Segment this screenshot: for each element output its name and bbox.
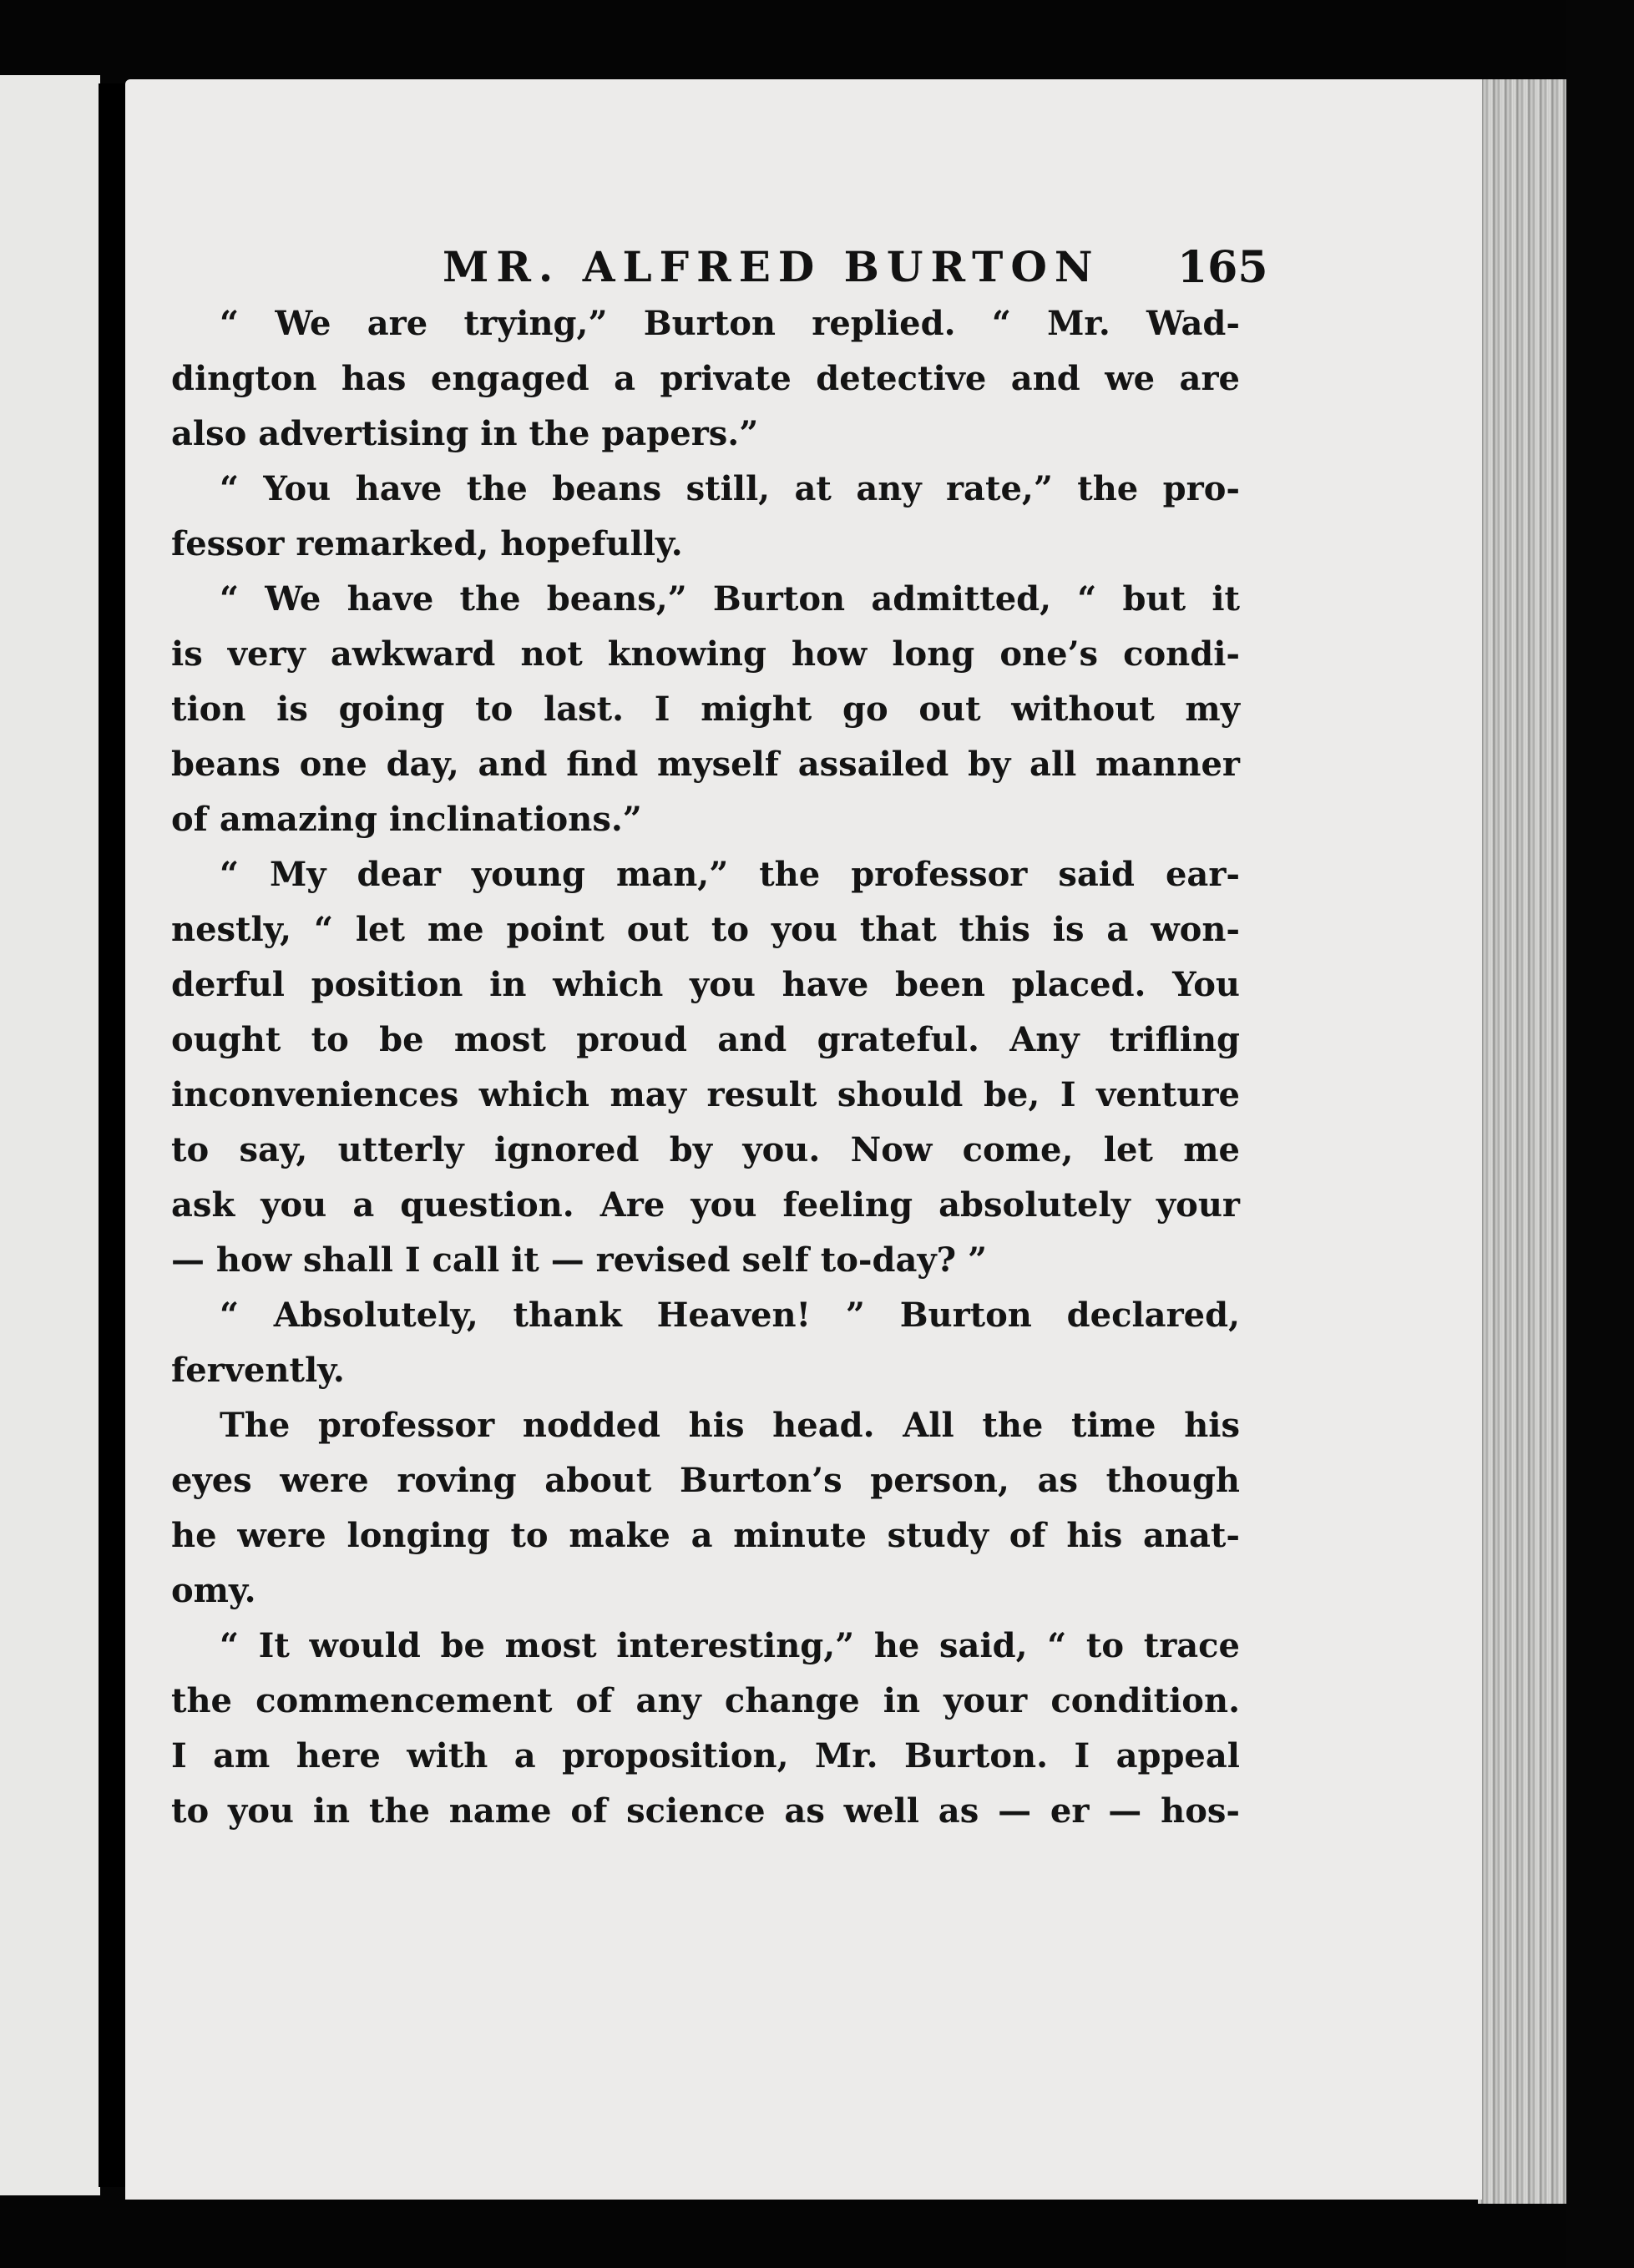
scan-border (1566, 0, 1634, 2268)
text-line: “ We are trying,” Burton replied. “ Mr. Wad- (220, 304, 1240, 343)
text-line: of amazing inclinations.” (171, 800, 642, 839)
text-line: tion is going to last. I might go out without my (171, 689, 1240, 729)
page-block-edges (1478, 79, 1570, 2204)
text-line: “ My dear young man,” the professor said ear- (220, 855, 1240, 894)
text-line: ought to be most proud and grateful. Any trifling (171, 1020, 1240, 1059)
text-line: he were longing to make a minute study of his anat- (171, 1516, 1240, 1555)
text-line: fessor remarked, hopefully. (171, 524, 683, 563)
text-line: “ It would be most interesting,” he said, “ to trace (220, 1626, 1240, 1665)
text-line: “ You have the beans still, at any rate,” the pro- (220, 469, 1240, 508)
facing-page-edge (0, 75, 100, 2195)
running-title: MR. ALFRED BURTON (443, 242, 1100, 291)
text-line: nestly, “ let me point out to you that this is a won- (171, 910, 1240, 949)
text-line: derful position in which you have been placed. You (171, 965, 1240, 1004)
text-line: eyes were roving about Burton’s person, as though (171, 1461, 1240, 1500)
text-line: The professor nodded his head. All the time his (220, 1406, 1240, 1445)
body-text (171, 296, 1240, 1839)
text-line: to say, utterly ignored by you. Now come, let me (171, 1130, 1240, 1169)
text-line: “ Absolutely, thank Heaven! ” Burton declared, (220, 1296, 1240, 1335)
text-line: also advertising in the papers.” (171, 414, 759, 453)
text-line: inconveniences which may result should be, I venture (171, 1075, 1240, 1114)
text-line: to you in the name of science as well as — er — hos- (171, 1791, 1240, 1831)
gutter-shadow (99, 83, 129, 2187)
text-line: the commencement of any change in your condition. (171, 1681, 1240, 1720)
text-line: fervently. (171, 1351, 345, 1390)
text-line: ask you a question. Are you feeling absolutely your (171, 1185, 1240, 1225)
text-line: beans one day, and find myself assailed by all manner (171, 745, 1240, 784)
text-line: “ We have the beans,” Burton admitted, “ but it (220, 579, 1240, 619)
page-number: 165 (1177, 242, 1268, 293)
text-line: dington has engaged a private detective and we are (171, 359, 1240, 398)
text-line: — how shall I call it — revised self to-day? ” (171, 1240, 988, 1280)
text-line: I am here with a proposition, Mr. Burton. I appeal (171, 1736, 1240, 1776)
text-line: omy. (171, 1571, 256, 1610)
running-header (125, 242, 1482, 301)
text-line: is very awkward not knowing how long one’s condi- (171, 634, 1240, 674)
